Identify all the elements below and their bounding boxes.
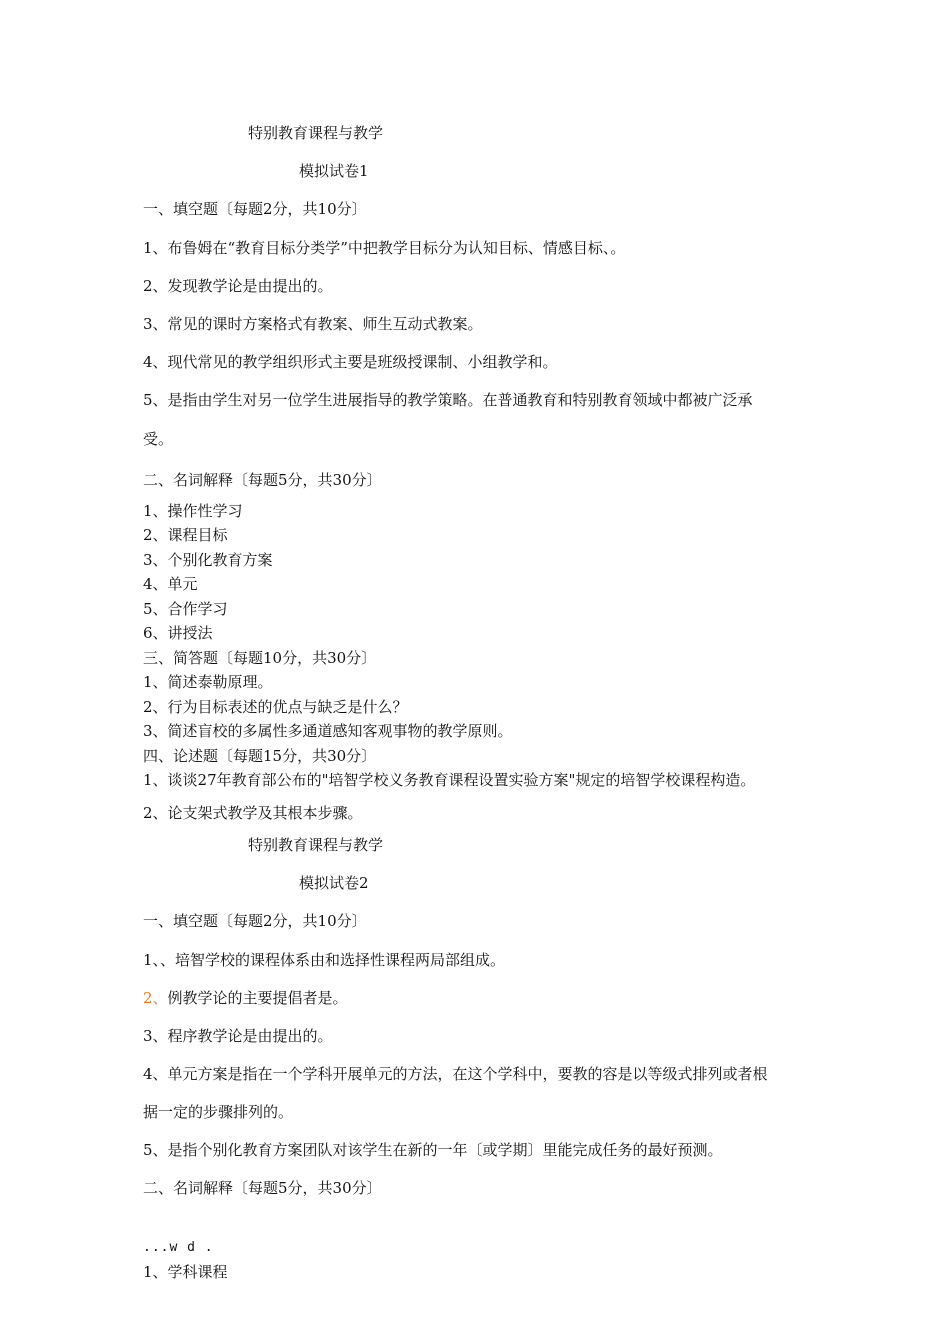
exam2-term-item: 1、学科课程 <box>143 1263 228 1281</box>
exam1-fill-q5-line1: 5、是指由学生对另一位学生进展指导的教学策略。在普通教育和特别教育领域中都被广泛承 <box>143 391 753 409</box>
exam1-subtitle: 模拟试卷1 <box>299 162 369 180</box>
exam1-short-answer-item: 2、行为目标表述的优点与缺乏是什么？ <box>143 698 408 716</box>
exam2-fill-q1: 1、、培智学校的课程体系由和选择性课程两局部组成。 <box>143 951 506 969</box>
footer-mark: ...w d . <box>143 1240 214 1255</box>
exam2-fill-q5: 5、是指个别化教育方案团队对该学生在新的一年〔或学期〕里能完成任务的最好预测。 <box>143 1141 723 1159</box>
exam1-fill-q4: 4、现代常见的教学组织形式主要是班级授课制、小组教学和。 <box>143 353 558 371</box>
exam2-fill-q4-line1: 4、单元方案是指在一个学科开展单元的方法，在这个学科中，要教的容是以等级式排列或者根 <box>143 1065 768 1083</box>
exam2-subtitle: 模拟试卷2 <box>299 874 369 892</box>
exam1-fill-q5-line2: 受。 <box>143 430 174 448</box>
exam1-section1-heading: 一、填空题〔每题2分，共10分〕 <box>143 200 367 218</box>
exam2-section1-heading: 一、填空题〔每题2分，共10分〕 <box>143 912 367 930</box>
exam1-term-item: 1、操作性学习 <box>143 502 243 520</box>
exam1-term-item: 5、合作学习 <box>143 600 228 618</box>
exam2-section2-heading: 二、名词解释〔每题5分，共30分〕 <box>143 1179 382 1197</box>
exam1-fill-q3: 3、常见的课时方案格式有教案、师生互动式教案。 <box>143 315 483 333</box>
exam1-short-answer-item: 1、简述泰勒原理。 <box>143 673 273 691</box>
exam1-term-item: 4、单元 <box>143 575 198 593</box>
exam1-essay-item: 1、谈谈27年教育部公布的"培智学校义务教育课程设置实验方案"规定的培智学校课程构造。 <box>143 771 756 789</box>
exam2-fill-q2-text: 例教学论的主要提倡者是。 <box>167 989 348 1007</box>
exam2-fill-q3: 3、程序教学论是由提出的。 <box>143 1027 333 1045</box>
exam1-fill-q2: 2、发现教学论是由提出的。 <box>143 277 333 295</box>
exam1-essay-item: 2、论支架式教学及其根本步骤。 <box>143 804 363 822</box>
exam1-term-item: 6、讲授法 <box>143 624 213 642</box>
exam1-section3-heading: 三、简答题〔每题10分，共30分〕 <box>143 649 377 667</box>
exam2-fill-q2-number: 2、 <box>143 989 168 1007</box>
exam2-fill-q2 <box>143 989 348 1007</box>
exam1-title: 特别教育课程与教学 <box>248 124 384 142</box>
exam1-term-item: 2、课程目标 <box>143 526 228 544</box>
exam2-fill-q4-line2: 据一定的步骤排列的。 <box>143 1103 294 1121</box>
exam2-title: 特别教育课程与教学 <box>248 836 384 854</box>
exam1-term-item: 3、个别化教育方案 <box>143 551 273 569</box>
exam1-section2-heading: 二、名词解释〔每题5分，共30分〕 <box>143 471 382 489</box>
exam1-fill-q1: 1、布鲁姆在“教育目标分类学”中把教学目标分为认知目标、情感目标、。 <box>143 239 626 257</box>
exam1-short-answer-item: 3、简述盲校的多属性多通道感知客观事物的教学原则。 <box>143 722 513 740</box>
exam1-section4-heading: 四、论述题〔每题15分，共30分〕 <box>143 747 377 765</box>
